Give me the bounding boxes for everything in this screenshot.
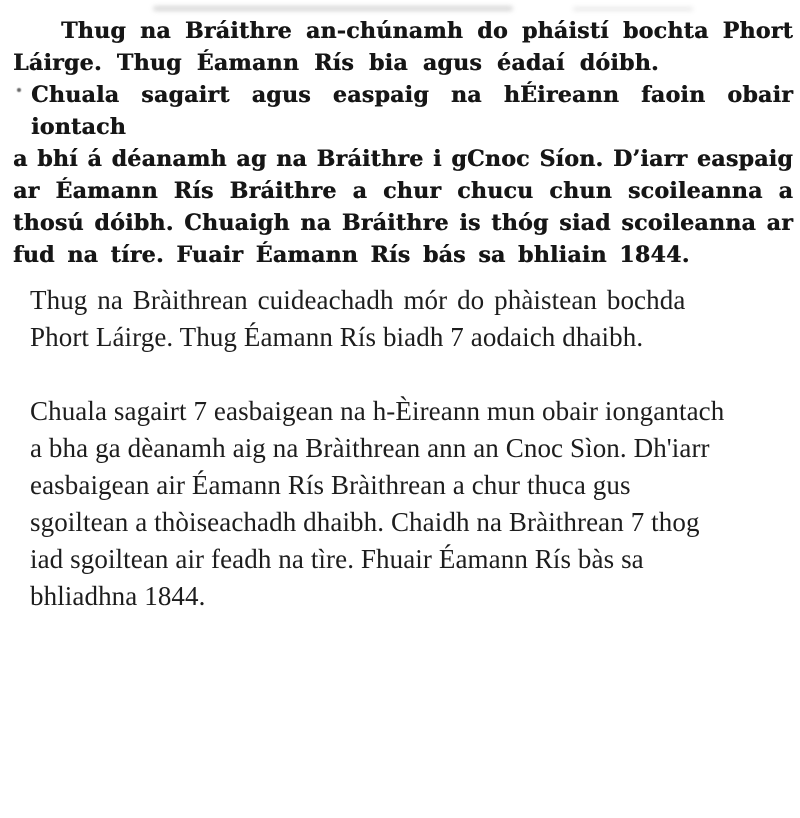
translation-line: Phort Láirge. Thug Éamann Rís biadh 7 aodaich dhaibh.	[30, 322, 644, 352]
translation-line: easbaigean air Éamann Rís Bràithrean a chur thuca gus	[30, 470, 631, 500]
scan-line-5: ar Éamann Rís Bráithre a chur chucu chun scoileanna a	[13, 178, 793, 204]
gaelic-translation-block	[30, 282, 778, 615]
translation-line: Chuala sagairt 7 easbaigean na h-Èireann mun obair iongantach	[30, 396, 725, 426]
scanned-irish-text-block	[13, 15, 793, 271]
scan-line-3: Chuala sagairt agus easpaig na hÉireann faoin obair iontach	[31, 82, 793, 140]
scan-line-4: a bhí á déanamh ag na Bráithre i gCnoc Síon. D’iarr easpaig	[13, 146, 793, 172]
scan-artifact-smudge-right	[573, 7, 693, 11]
scan-line-2: Láirge. Thug Éamann Rís bia agus éadaí dóibh.	[13, 50, 659, 76]
translation-line: bhliadhna 1844.	[30, 581, 206, 611]
translation-line: iad sgoiltean air feadh na tìre. Fhuair Éamann Rís bàs sa	[30, 544, 644, 574]
scan-line-7: fud na tíre. Fuair Éamann Rís bás sa bhliain 1844.	[13, 242, 690, 268]
translation-paragraph-1	[30, 282, 778, 356]
translation-line: a bha ga dèanamh aig na Bràithrean ann an Cnoc Sìon. Dh'iarr	[30, 433, 710, 463]
scan-artifact-speck	[17, 88, 21, 92]
translation-line: Thug na Bràithrean cuideachadh mór do phàistean bochda	[30, 285, 686, 315]
translation-paragraph-2	[30, 393, 778, 615]
translation-line: sgoiltean a thòiseachadh dhaibh. Chaidh na Bràithrean 7 thog	[30, 507, 700, 537]
scan-line-1: Thug na Bráithre an-chúnamh do pháistí bochta Phort	[61, 18, 793, 44]
scan-line-6: thosú dóibh. Chuaigh na Bráithre is thóg siad scoileanna ar	[13, 210, 793, 236]
scan-artifact-smudge	[153, 6, 513, 11]
